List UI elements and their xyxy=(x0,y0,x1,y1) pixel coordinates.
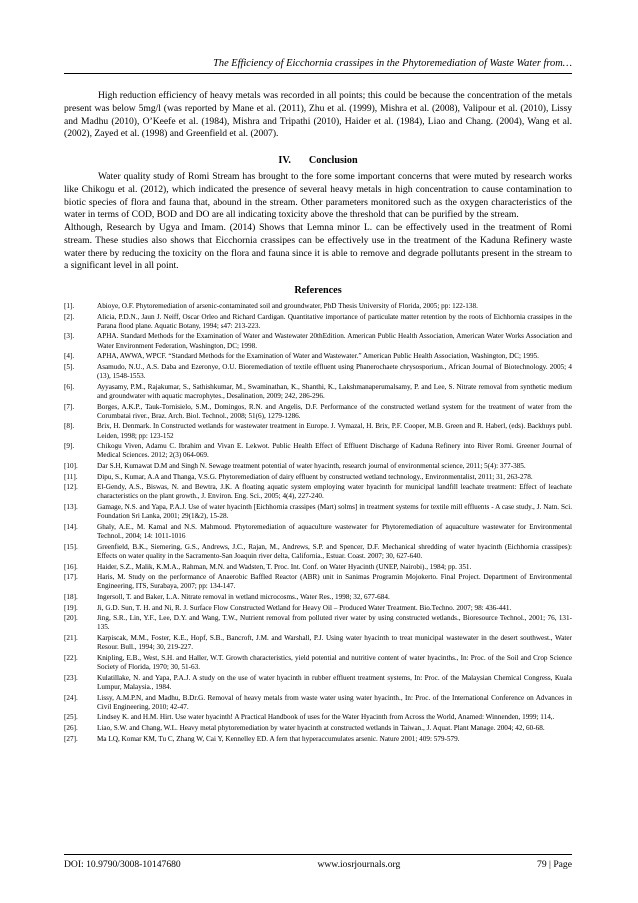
reference-text: Dipu, S., Kumar, A.A and Thanga, V.S.G. Phytoremediation of dairy effluent by constructed wetland technology., Environmentalist, 2011; 31, 263-278. xyxy=(97,472,533,481)
reference-number: [20]. xyxy=(64,614,78,623)
reference-item xyxy=(64,442,572,460)
reference-item xyxy=(64,473,572,482)
reference-number: [24]. xyxy=(64,693,78,702)
reference-number: [27]. xyxy=(64,734,78,743)
reference-text: Dar S.H, Kumawat D.M and Singh N. Sewage treatment potential of water hyacinth, research journal of environmental science, 2011; 5(4): 377-385. xyxy=(97,462,526,471)
footer-doi: DOI: 10.9790/3008-10147680 xyxy=(64,859,181,870)
reference-number: [23]. xyxy=(64,673,78,682)
reference-number: [11]. xyxy=(64,472,78,481)
reference-text: APHA, AWWA, WPCF. “Standard Methods for the Examination of Water and Wastewater.” American Public Health Association, Washington, DC; 1995. xyxy=(97,352,539,361)
reference-number: [5]. xyxy=(64,362,75,371)
reference-text: Borges, A.K.P., Tauk-Tornisielo, S.M., Domingos, R.N. and Angelis, D.F. Performance of the constructed wetland system for the treatment of water from the Corumbatai river., Braz. Arch. Biol. Technol., 2008; 51(6), 1279-1286. xyxy=(97,402,572,420)
reference-item xyxy=(64,593,572,602)
reference-item xyxy=(64,735,572,744)
reference-item xyxy=(64,403,572,421)
reference-number: [4]. xyxy=(64,352,75,361)
reference-item xyxy=(64,543,572,561)
conclusion-heading xyxy=(64,155,572,166)
reference-number: [6]. xyxy=(64,382,75,391)
conclusion-paragraph-2: Although, Research by Ugya and Imam. (2014) Shows that Lemna minor L. can be effectively used in the treatment of Romi stream. These studies also shows that Eicchornia crassipes can be effectively use in the treatment of the Kaduna Refinery waste water there by reducing the toxicity on the flora and fauna since it is able to remove and degrade pollutants present in the stream to a significant level in all point. xyxy=(64,222,572,272)
reference-number: [1]. xyxy=(64,302,75,310)
reference-item xyxy=(64,604,572,613)
reference-number: [26]. xyxy=(64,723,78,732)
reference-item xyxy=(64,503,572,521)
reference-text: Gamage, N.S. and Yapa, P.A.J. Use of water hyacinth [Eichhornia crassipes (Mart) solms] in treatment systems for textile mill effluents - A case study., J. Natn. Sci. Foundation Sri Lanka, 2001; 29(1&2), 15-28. xyxy=(97,503,572,521)
reference-item xyxy=(64,573,572,591)
reference-number: [10]. xyxy=(64,462,78,471)
reference-item xyxy=(64,313,572,331)
reference-number: [14]. xyxy=(64,522,78,531)
reference-item xyxy=(64,563,572,572)
reference-text: Knipling, E.B., West, S.H. and Haller, W.T. Growth characteristics, yield potential and nutritive content of water hyacinths., In: Proc. of the Soil and Crop Science Society of Florida, 1970; 30, 51-63. xyxy=(97,653,572,672)
reference-number: [13]. xyxy=(64,503,78,512)
references-list xyxy=(64,302,572,744)
reference-item xyxy=(64,422,572,440)
reference-number: [22]. xyxy=(64,653,78,662)
reference-item xyxy=(64,523,572,541)
conclusion-number: IV. xyxy=(278,155,291,166)
reference-item xyxy=(64,713,572,722)
reference-item xyxy=(64,483,572,501)
reference-text: El-Gendy, A.S., Biswas, N. and Bewtra, J.K. A floating aquatic system employing water hyacinth for municipal landfill leachate treatment: Effect of leachate characteristics on the plant growth., J. Environ. Eng. Sci., 2005; 4(4), 227-240. xyxy=(97,483,572,501)
reference-item xyxy=(64,724,572,733)
reference-text: Haris, M. Study on the performance of Anaerobic Baffled Reactor (ABR) unit in Sanimas Programin Mojokerto. Final Project. Department of Environmental Engineering, ITS, Surabaya, 2007; pp: 134-147. xyxy=(97,573,572,591)
reference-item xyxy=(64,302,572,311)
reference-number: [17]. xyxy=(64,573,78,582)
reference-text: Abioye, O.F. Phytoremediation of arsenic-contaminated soil and groundwater, PhD Thesis University of Florida, 2005; pp: 122-138. xyxy=(97,302,478,310)
reference-number: [15]. xyxy=(64,542,78,551)
reference-number: [21]. xyxy=(64,634,78,643)
references-heading: References xyxy=(294,285,342,296)
reference-item xyxy=(64,332,572,350)
conclusion-title: Conclusion xyxy=(308,155,358,166)
reference-text: Ji, G.D. Sun, T. H. and Ni, R. J. Surface Flow Constructed Wetland for Heavy Oil – Produced Water Treatment. Bio.Techno. 2007; 98: 436-441. xyxy=(97,603,512,612)
running-header: The Efficiency of Eicchornia crassipes in the Phytoremediation of Waste Water from… xyxy=(64,58,572,74)
reference-text: Lindsey K. and H.M. Hirt. Use water hyacinth! A Practical Handbook of uses for the Water Hyacinth from Across the World, Anamed: Winnenden, 1999; 114,. xyxy=(97,713,555,722)
paper-page xyxy=(64,58,572,745)
reference-text: Chikogu Viven, Adamu C. Ibrahim and Vivan E. Lekwot. Public Health Effect of Effluent Discharge of Kaduna Refinery into River Romi. Greener Journal of Medical Sciences. 2012; 2(3) 064-069. xyxy=(97,442,572,460)
reference-number: [19]. xyxy=(64,603,78,612)
footer-site: www.iosrjournals.org xyxy=(317,859,401,870)
reference-text: Ma LQ, Komar KM, Tu C, Zhang W, Cai Y, Kennelley ED. A fern that hyperaccumulates arsenic. Nature 2001; 409: 579-579. xyxy=(97,734,460,743)
reference-item xyxy=(64,634,572,652)
reference-text: Lissy, A.M.P.N, and Madhu, B.Dr.G. Removal of heavy metals from waste water using water hyacinth., In: Proc. of the International Conference on Advances in Civil Engineering, 2010; 42-47. xyxy=(97,693,572,711)
reference-item xyxy=(64,383,572,401)
reference-number: [12]. xyxy=(64,483,78,492)
conclusion-paragraph-1: Water quality study of Romi Stream has brought to the fore some important concerns that were muted by research works like Chikogu et al. (2012), which indicated the presence of several heavy metals in high concentration to cause contamination to biotic species of flora and fauna that, abound in the stream. Other parameters monitored such as the oxygen characteristics of the water in terms of COD, BOD and DO are all indicating toxicity above the threshold that can be purified by the stream. xyxy=(64,171,572,221)
intro-paragraph: High reduction efficiency of heavy metals was recorded in all points; this could be because the concentration of the metals present was below 5mg/l (was reported by Mane et al. (2011), Zhu et al. (1999), Mishra et al. (2008), Valipour et al. (2010), Lissy and Madhu (2010), O’Keefe et al. (1984), Mishra and Tripathi (2010), Haider et al. (1984), Liao and Chang. (2004), Wang et al. (2002), Zayed et al. (1998) and Greenfield et al. (2007). xyxy=(64,90,572,140)
reference-number: [2]. xyxy=(64,312,75,321)
reference-item xyxy=(64,614,572,632)
reference-item xyxy=(64,462,572,471)
reference-item xyxy=(64,674,572,692)
reference-item xyxy=(64,694,572,712)
reference-item xyxy=(64,363,572,381)
reference-text: Asamudo, N.U., A.S. Daba and Ezeronye, O.U. Bioremediation of textile effluent using Phanerochaete chrysosporium., African Journal of Biotechnology. 2005; 4 (13), 1548-1553. xyxy=(97,362,572,381)
page-footer xyxy=(64,854,572,870)
reference-number: [9]. xyxy=(64,442,75,451)
reference-text: Alicia, P.D.N., Jaun J. Neiff, Oscar Orleo and Richard Cardigan. Quantitative importance of particulate matter retention by the roots of Eichhornia crassipes in the Parana flood plane. Aquatic Botany, 1994; s47: 213-223. xyxy=(97,312,572,330)
reference-number: [16]. xyxy=(64,562,78,571)
reference-text: APHA. Standard Methods for the Examination of Water and Wastewater 20thEdition. American Public Health Association, American Water Works Association and Water Environment Federation, Washington, DC; 1998. xyxy=(97,332,572,350)
reference-text: Ingersoll, T. and Baker, L.A. Nitrate removal in wetland microcosms., Water Res., 1998; 32, 677-684. xyxy=(97,592,390,601)
reference-number: [7]. xyxy=(64,402,75,411)
footer-page-number: 79 | Page xyxy=(537,859,572,870)
reference-text: Liao, S.W. and Chang, W.L. Heavy metal phytoremediation by water hyacinth at constructed wetlands in Taiwan., J. Aquat. Plant Manage. 2004; 42, 60-68. xyxy=(97,723,545,732)
reference-text: Haider, S.Z., Malik, K.M.A., Rahman, M.N. and Wadsten, T. Proc. Int. Conf. on Water Hyacinth (UNEP, Nairobi)., 1984; pp. 351. xyxy=(97,562,472,571)
reference-text: Kulatillake, N. and Yapa, P.A.J. A study on the use of water hyacinth in rubber effluent treatment systems, In: Proc. of the Malaysian Chemical Congress, Kuala Lumpur, Malaysia., 1984. xyxy=(97,673,572,691)
reference-number: [3]. xyxy=(64,332,75,341)
reference-number: [25]. xyxy=(64,713,78,722)
reference-text: Ghaly, A.E., M. Kamal and N.S. Mahmoud. Phytoremediation of aquaculture wastewater for Phytoremediation of aquaculture wastewater for Environmental Technol., 2004; 14: 1011-1016 xyxy=(97,522,572,541)
reference-item xyxy=(64,654,572,672)
reference-text: Karpiscak, M.M., Foster, K.E., Hopf, S.B., Bancroft, J.M. and Warshall, P.J. Using water hyacinth to treat municipal wastewater in the desert southwest., Water Resour. Bull., 1994; 30, 219-227. xyxy=(97,634,572,652)
reference-number: [18]. xyxy=(64,592,78,601)
reference-number: [8]. xyxy=(64,422,75,431)
reference-text: Brix, H. Denmark. In Constructed wetlands for wastewater treatment in Europe. J. Vymazal, H. Brix, P.F. Cooper, M.B. Green and R. Haberl, (eds). Backhuys publ. Leiden, 1998; pp: 123-152 xyxy=(97,422,572,440)
reference-item xyxy=(64,352,572,361)
reference-text: Greenfield, B.K., Siemering, G.S., Andrews, J.C., Rajan, M., Andrews, S.P. and Spencer, D.F. Mechanical shredding of water hyacinth (Eichhornia crassipes): Effects on water quality in the Sacramento-San Joaquin river delta, California., Estuar. Coast. 2007; 30, 627-640. xyxy=(97,542,572,560)
reference-text: Jing, S.R., Lin, Y.F., Lee, D.Y. and Wang, T.W., Nutrient removal from polluted river water by using constructed wetlands., Bioresource Technol., 2001; 76, 131-135. xyxy=(97,614,572,632)
reference-text: Ayyasamy, P.M., Rajakumar, S., Sathishkumar, M., Swaminathan, K., Shanthi, K., Lakshmanaperumalsamy, P. and Lee, S. Nitrate removal from synthetic medium and groundwater with aquatic macrophytes., Desalination, 2009; 242, 286-296. xyxy=(97,382,572,400)
